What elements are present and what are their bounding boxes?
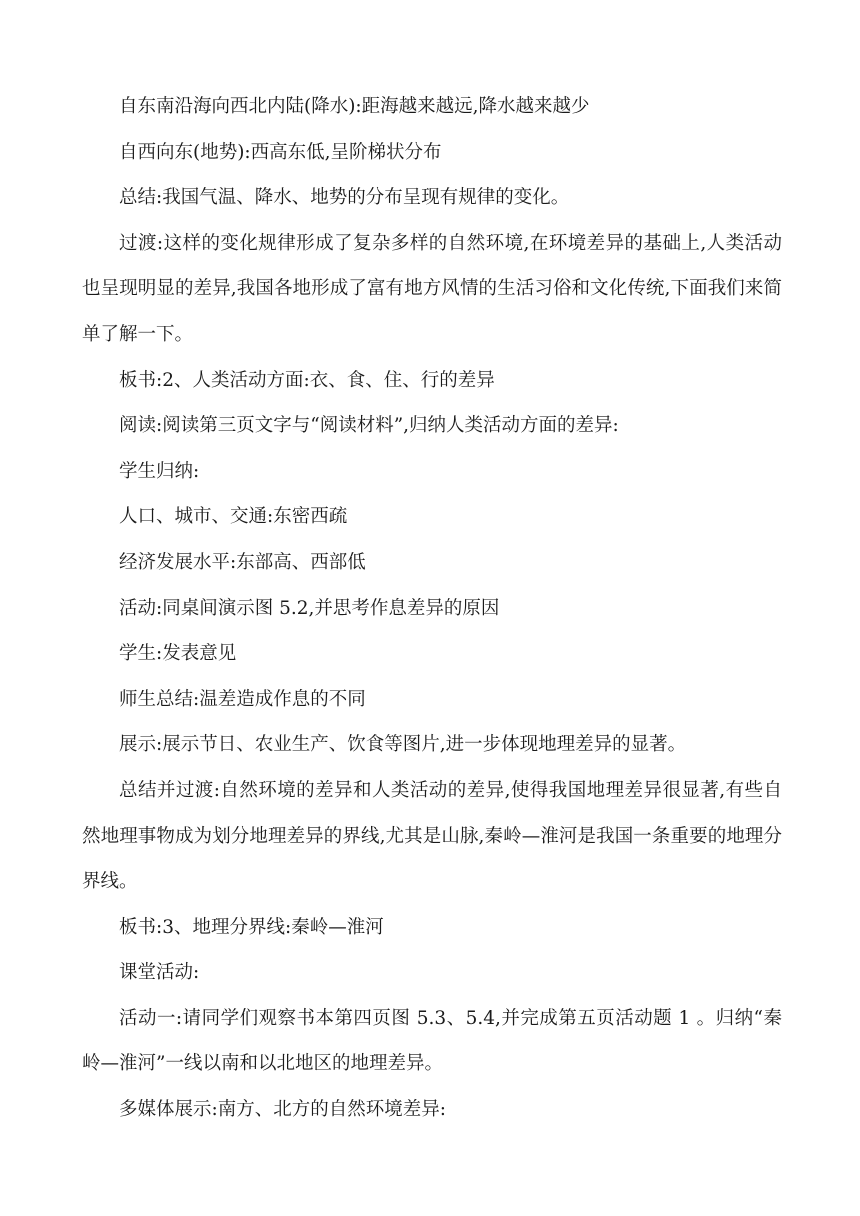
paragraph-reading: 阅读:阅读第三页文字与“阅读材料”,归纳人类活动方面的差异:: [119, 415, 619, 437]
paragraph-activity-one: 活动一:请同学们观察书本第四页图 5.3、5.4,并完成第五页活动题 1 。归纳“秦岭—淮河”一线以南和以北地区的地理差异。: [82, 1007, 782, 1075]
paragraph-transition-human-activity: 过渡:这样的变化规律形成了复杂多样的自然环境,在环境差异的基础上,人类活动也呈现明显的差异,我国各地形成了富有地方风情的生活习俗和文化传统,下面我们来简单了解一下。: [82, 232, 782, 345]
paragraph-population: 人口、城市、交通:东密西疏: [119, 506, 348, 528]
paragraph-teacher-student-summary: 师生总结:温差造成作息的不同: [119, 688, 366, 710]
paragraph-summary-distribution: 总结:我国气温、降水、地势的分布呈现有规律的变化。: [119, 187, 570, 209]
paragraph-student-summary: 学生归纳:: [119, 460, 200, 482]
paragraph-display-images: 展示:展示节日、农业生产、饮食等图片,进一步体现地理差异的显著。: [119, 734, 687, 756]
paragraph-precipitation: 自东南沿海向西北内陆(降水):距海越来越远,降水越来越少: [119, 96, 590, 117]
paragraph-class-activity: 课堂活动:: [119, 962, 200, 984]
paragraph-terrain: 自西向东(地势):西高东低,呈阶梯状分布: [119, 141, 442, 163]
paragraph-summary-transition: 总结并过渡:自然环境的差异和人类活动的差异,使得我国地理差异很显著,有些自然地理事物成为划分地理差异的界线,尤其是山脉,秦岭—淮河是我国一条重要的地理分界线。: [82, 779, 782, 893]
paragraph-board-note-2: 板书:2、人类活动方面:衣、食、住、行的差异: [119, 369, 495, 391]
paragraph-student-opinion: 学生:发表意见: [119, 643, 237, 665]
paragraph-activity-demo: 活动:同桌间演示图 5.2,并思考作息差异的原因: [119, 597, 500, 619]
paragraph-board-note-3: 板书:3、地理分界线:秦岭—淮河: [119, 916, 384, 938]
paragraph-economy: 经济发展水平:东部高、西部低: [119, 551, 366, 573]
paragraph-multimedia-display: 多媒体展示:南方、北方的自然环境差异:: [119, 1099, 446, 1121]
